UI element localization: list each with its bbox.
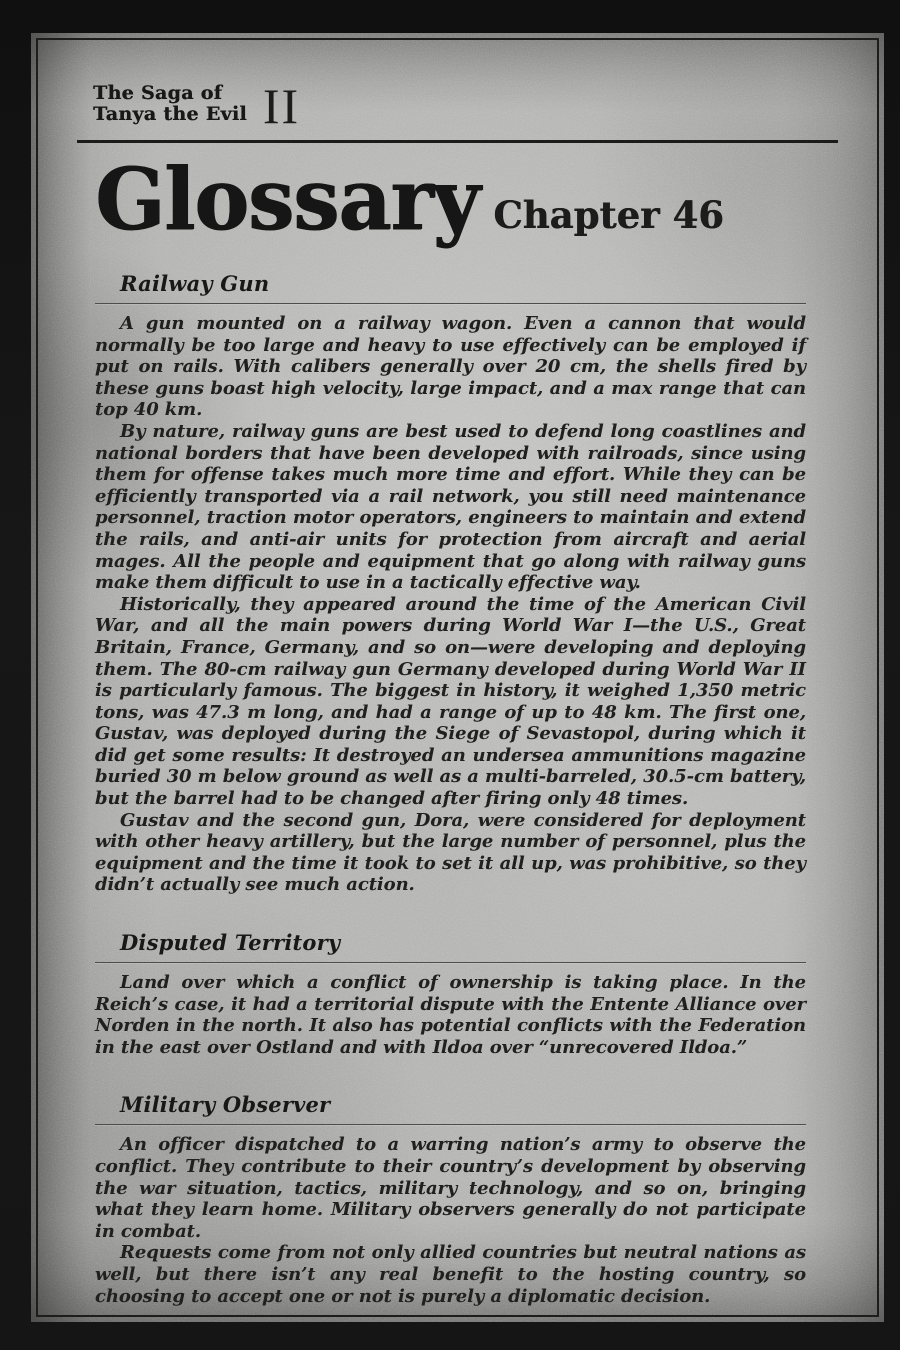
section-railway-gun bbox=[95, 271, 806, 896]
chapter-label: Chapter 46 bbox=[493, 193, 724, 237]
paragraph: Gustav and the second gun, Dora, were considered for deployment with other heavy artillery, but the large number of personnel, plus the equipment and the time it took to set it all up, was prohibitive, so they didn’t actually see much action. bbox=[95, 809, 806, 896]
section-disputed-territory bbox=[95, 930, 806, 1058]
section-divider bbox=[95, 962, 806, 963]
paragraph: Historically, they appeared around the time of the American Civil War, and all the main powers during World War I—the U.S., Great Britain, France, Germany, and so on—were developing and deploying them. The 80-cm railway gun Germany developed during World War II is particularly famous. The biggest in history, it weighed 1,350 metric tons, was 47.3 m long, and had a range of up to 48 km. The first one, Gustav, was deployed during the Siege of Sevastopol, during which it did get some results: It destroyed an undersea ammunitions magazine buried 30 m below ground as well as a multi-barreled, 30.5-cm battery, but the barrel had to be changed after firing only 48 times. bbox=[95, 593, 806, 810]
paragraph: A gun mounted on a railway wagon. Even a cannon that would normally be too large and heavy to use effectively can be employed if put on rails. With calibers generally over 20 cm, the shells fired by these guns boast high velocity, large impact, and a max range that can top 40 km. bbox=[95, 313, 806, 421]
paragraph: An officer dispatched to a warring nation’s army to observe the conflict. They contribute to their country’s development by observing the war situation, tactics, military technology, and so on, bringing what they learn home. Military observers generally do not participate in combat. bbox=[95, 1134, 806, 1242]
paragraph: Land over which a conflict of ownership is taking place. In the Reich’s case, it had a territorial dispute with the Entente Alliance over Norden in the north. It also has potential conflicts with the Federation in the east over Ostland and with Ildoa over “unrecovered Ildoa.” bbox=[95, 972, 806, 1058]
section-heading: Disputed Territory bbox=[120, 930, 341, 956]
title-row bbox=[95, 150, 884, 250]
section-military-observer bbox=[95, 1092, 806, 1307]
masthead-divider bbox=[77, 140, 838, 143]
section-divider bbox=[95, 303, 806, 304]
volume-numeral: II bbox=[262, 78, 301, 134]
page-title: Glossary bbox=[95, 150, 480, 250]
section-heading: Railway Gun bbox=[120, 271, 270, 296]
paper-sheet bbox=[31, 33, 884, 1322]
glossary-content bbox=[95, 271, 806, 1307]
series-title-line1: The Saga of bbox=[93, 82, 223, 104]
section-divider bbox=[95, 1124, 806, 1125]
series-title bbox=[93, 83, 247, 125]
section-heading: Military Observer bbox=[120, 1092, 331, 1118]
masthead bbox=[93, 78, 884, 134]
paragraph: By nature, railway guns are best used to defend long coastlines and national borders that have been developed with railroads, since using them for offense takes much more time and effort. While they can be efficiently transported via a rail network, you still need maintenance personnel, traction motor operators, engineers to maintain and extend the rails, and anti-air units for protection from aircraft and aerial mages. All the people and equipment that go along with railway guns make them difficult to use in a tactically effective way. bbox=[95, 420, 806, 594]
paragraph: Requests come from not only allied countries but neutral nations as well, but there isn’t any real benefit to the hosting country, so choosing to accept one or not is purely a diplomatic decision. bbox=[95, 1242, 806, 1307]
series-title-line2: Tanya the Evil bbox=[93, 103, 247, 125]
